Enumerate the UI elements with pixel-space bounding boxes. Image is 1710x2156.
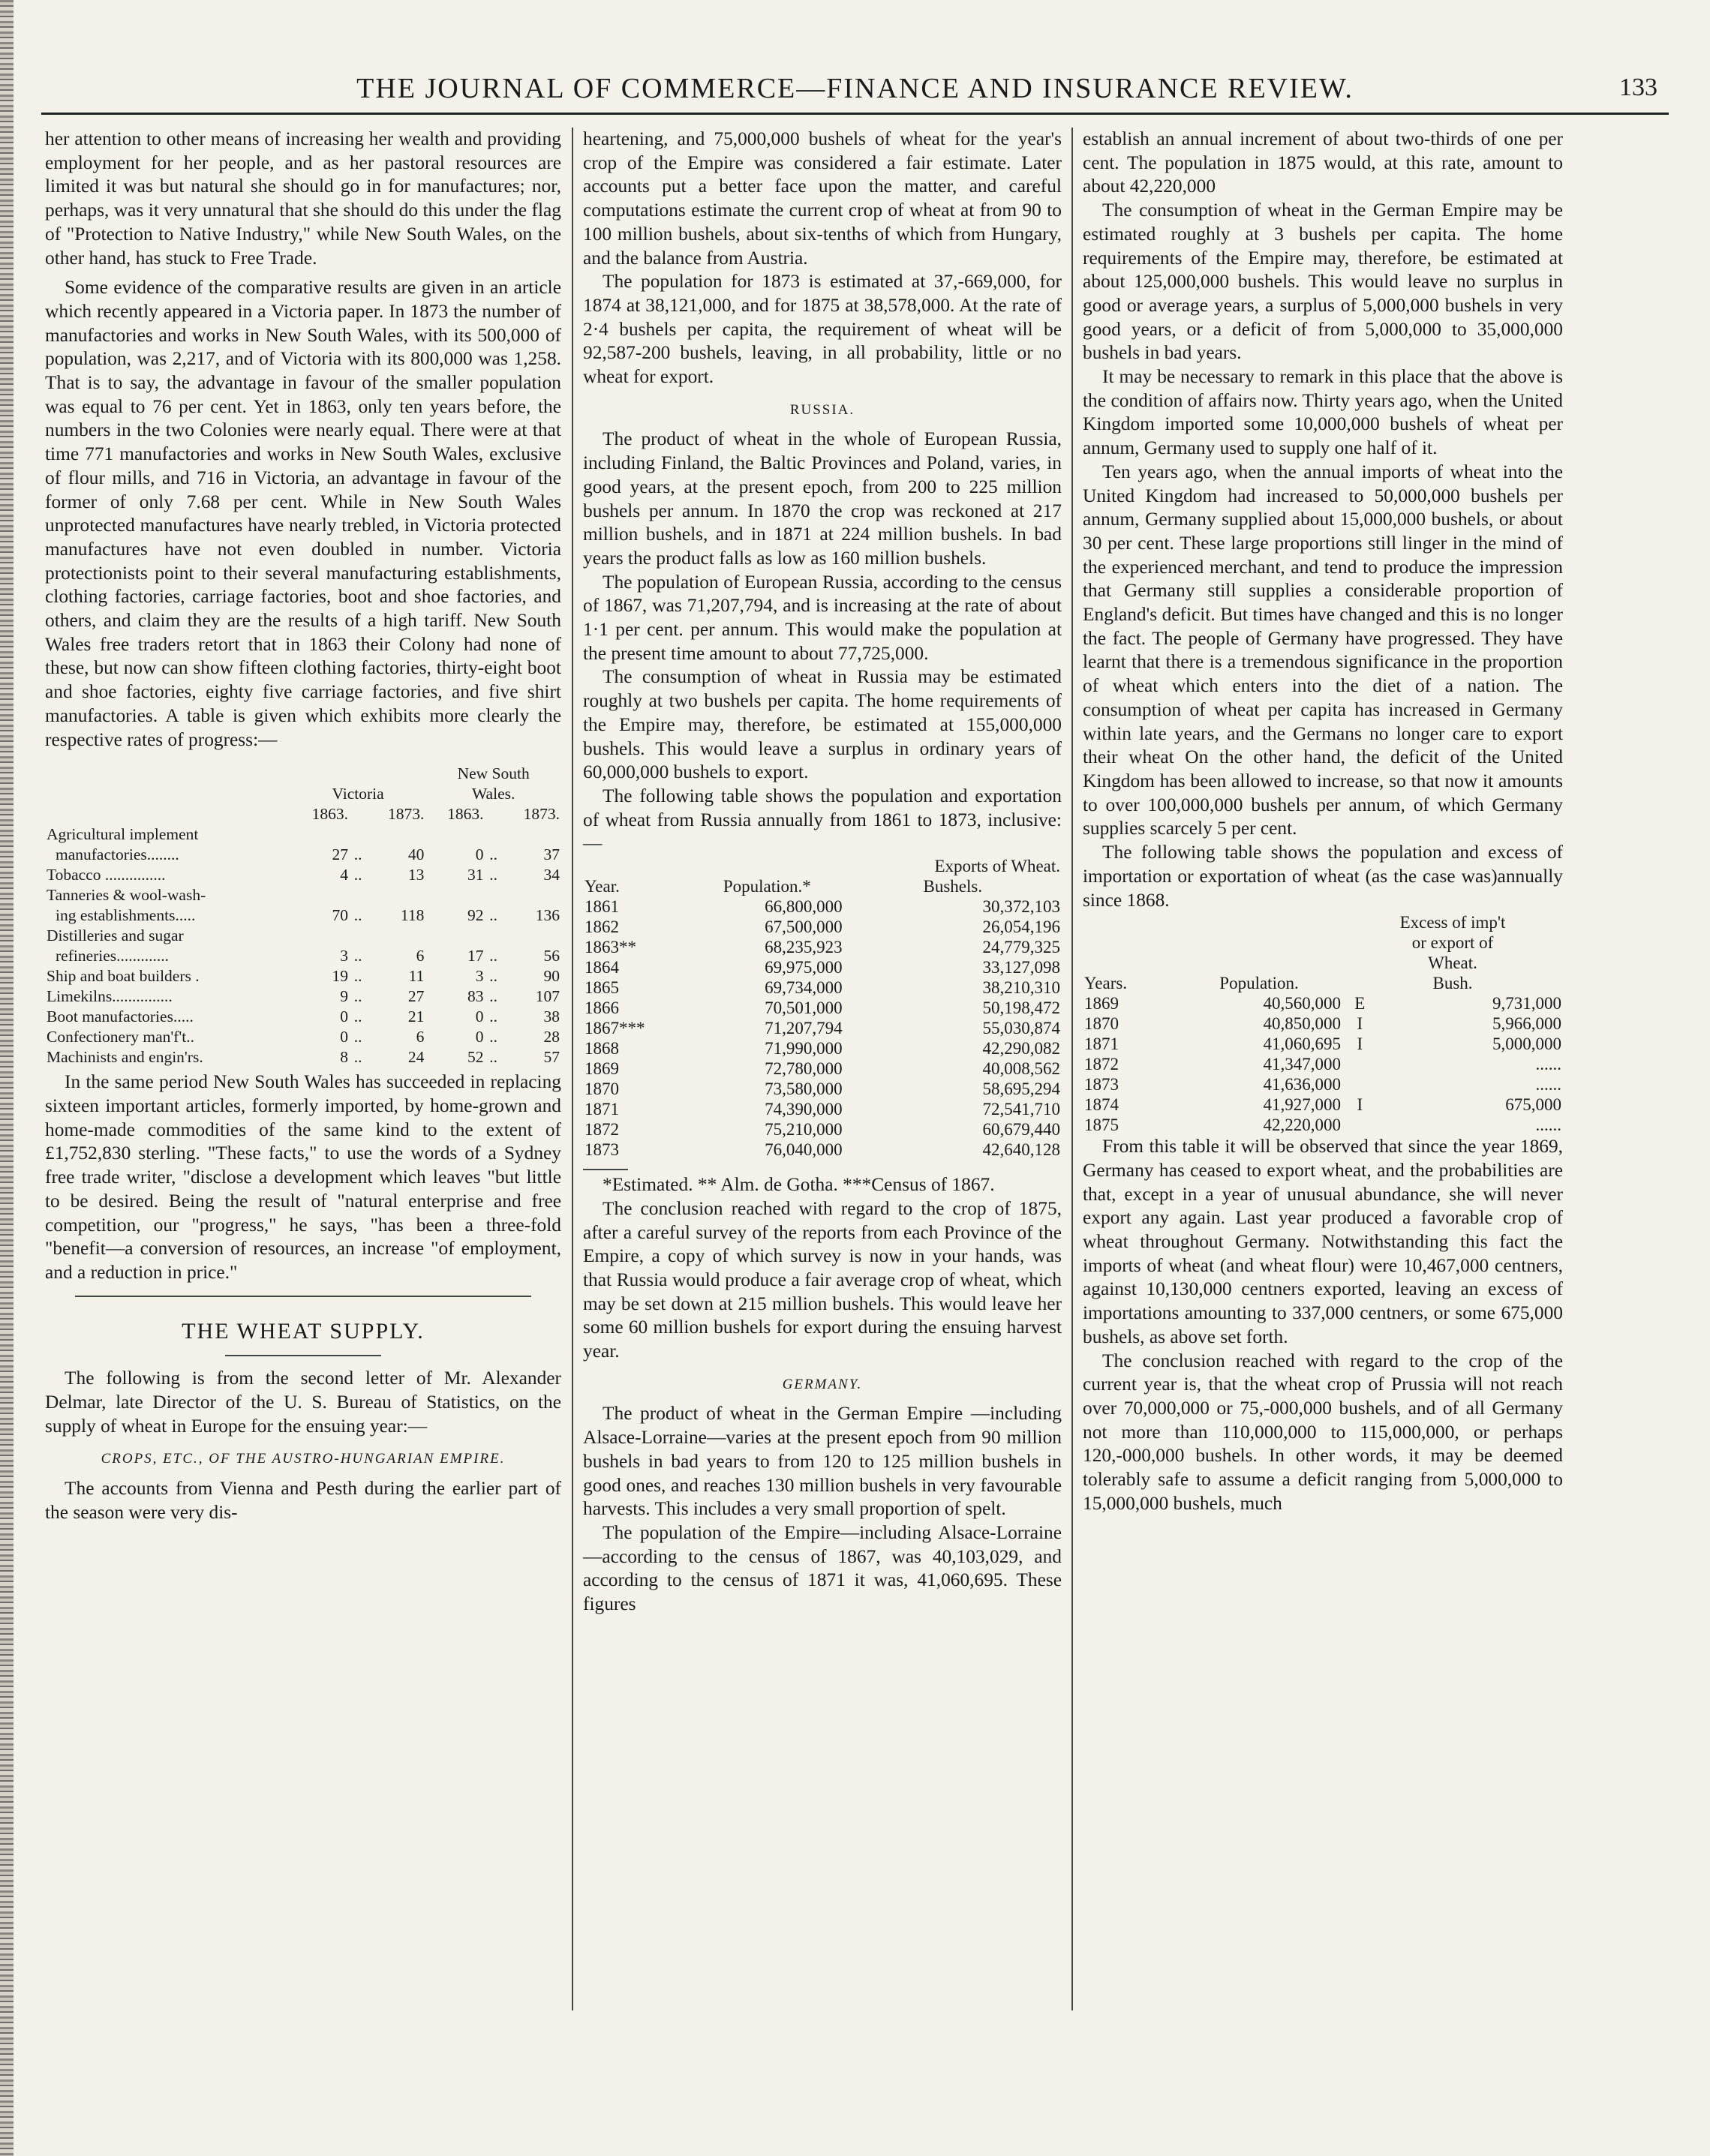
table-row: 1872 75,210,000 60,679,440 <box>585 1120 1060 1140</box>
paragraph: The population of European Russia, according to the census of 1867, was 71,207,794, and is increasing at the rate of about 1·1 per cent. per annum. This would make the population at the present time amount to about 77,725,000. <box>583 571 1062 664</box>
table-row: Tanneries & wool-wash- <box>47 886 206 905</box>
table-head: or export of <box>1411 933 1494 953</box>
paragraph: The conclusion reached with regard to the crop of 1875, after a careful survey of the reports from each Province of the Empire, a copy of which survey is now in your hands, was that Russia would produce a fair average crop of wheat, which may be set down at 215 million bushels. This would leave her some 60 million bushels for export during the ensuing harvest year. <box>583 1197 1062 1362</box>
table-row: 1873 41,636,000 ...... <box>1084 1075 1561 1095</box>
table-row: Confectionery man'f't.. 0 .. 6 0 .. 28 <box>47 1028 560 1046</box>
paragraph: The consumption of wheat in Russia may be estimated roughly at two bushels per capita. The home requirements of the Empire may, therefore, be estimated at 155,000,000 bushels. This would leave a surplus in ordinary years of 60,000,000 bushels to export. <box>583 666 1062 783</box>
table-row: 1862 67,500,000 26,054,196 <box>585 917 1060 937</box>
table-row: 1870 73,580,000 58,695,294 <box>585 1080 1060 1099</box>
subheading: RUSSIA. <box>789 401 855 418</box>
paragraph: The following table shows the population and exportation of wheat from Russia annually from 1861 to 1873, inclusive:— <box>583 785 1062 854</box>
table-row: Limekilns............... 9 .. 27 83 .. 107 <box>47 987 560 1006</box>
table-row: 1866 70,501,000 50,198,472 <box>585 998 1060 1018</box>
table-head: Excess of imp't <box>1399 913 1506 932</box>
paragraph: her attention to other means of increasing her wealth and providing employment for her people, and as her pastoral resources are limited it was but natural she should go in for manufactures; nor, perhaps, was it very unnatural that she should do this under the flag of "Protection to Native Industry," while New South Wales, on the other hand, has stuck to Free Trade. <box>45 128 561 269</box>
table-head: Exports of Wheat. <box>934 857 1060 876</box>
table-row: 1871 41,060,695 I 5,000,000 <box>1084 1034 1561 1054</box>
table-head: Bushels. <box>923 877 983 896</box>
divider <box>75 1296 531 1297</box>
table-head: 1873. <box>387 805 425 824</box>
column-2 <box>583 128 1062 1617</box>
manufactories-table <box>45 764 561 1067</box>
column-rule-2 <box>1071 128 1073 2010</box>
paragraph: Some evidence of the comparative results are given in an article which recently appeared in a Victoria paper. In 1873 the number of manufactories and works in New South Wales, with its 500,000 of population, was 2,217, and of Victoria with its 800,000 was 1,258. That is to say, the advantage in favour of the smaller population was equal to 76 per cent. Yet in 1863, only ten years before, the numbers in the two Colonies were nearly equal. There were at that time 771 manufactories and works in New South Wales, exclusive of flour mills, and 716 in Victoria, an advantage in favour of the former of only 7.68 per cent. While in New South Wales unprotected manufactures have nearly trebled, in Victoria protected manufactures have not even doubled in number. Victoria protectionists point to their several manufacturing establishments, clothing factories, carriage factories, boot and shoe factories, and others, and claim they are the results of a high tariff. New South Wales free traders retort that in 1863 their Colony had none of these, but now can show fifteen clothing factories, thirty-eight boot and shoe factories, eighty five carriage factories, and five shirt manufactories. A table is given which exhibits more clearly the respective rates of progress:— <box>45 277 561 750</box>
column-rule-1 <box>572 128 573 2010</box>
table-row: Distilleries and sugar <box>47 926 184 945</box>
table-row: manufactories........ 27 .. 40 0 .. 37 <box>56 845 560 864</box>
table-row: 1874 41,927,000 I 675,000 <box>1084 1095 1561 1115</box>
section-title: THE WHEAT SUPPLY. <box>182 1318 425 1344</box>
table-row: 1869 72,780,000 40,008,562 <box>585 1059 1060 1079</box>
paragraph: In the same period New South Wales has succeeded in replacing sixteen important articles, formerly imported, by home-grown and home-made commodities of the same kind to the extent of £1,752,830 sterling. "These facts," to use the words of a Sydney free trade writer, "disclose a development which leaves "but little to be desired. Being the result of "natural enterprise and free competition, our "progress," he says, "has been a three-fold "benefit—a conversion of resources, an increase "of employment, and a reduction in price." <box>45 1071 561 1283</box>
table-head: 1873. <box>523 805 560 824</box>
paragraph: The population of the Empire—including Alsace-Lorraine—according to the census of 1867, was 40,103,029, and according to the census of 1871 it was, 41,060,695. These figures <box>583 1521 1062 1615</box>
divider <box>225 1355 381 1356</box>
table-row: 1863** 68,235,923 24,779,325 <box>585 938 1060 957</box>
table-row: 1872 41,347,000 ...... <box>1084 1055 1561 1074</box>
page-number: 133 <box>1619 74 1657 101</box>
paragraph: The population for 1873 is estimated at 37,-669,000, for 1874 at 38,121,000, and for 1875 at 38,578,000. At the rate of 2·4 bushels per capita, the requirement of wheat will be 92,587-200 bushels, leaving, in all probability, little or no wheat for export. <box>583 271 1062 388</box>
table-row: Machinists and engin'rs. 8 .. 24 52 .. 57 <box>47 1048 560 1067</box>
paragraph: The following table shows the population and excess of importation or exportation of wheat (as the case was)annually since 1868. <box>1083 842 1563 911</box>
germany-table <box>1083 912 1563 1135</box>
table-head: Population.* <box>723 877 811 896</box>
table-head: Population. <box>1219 974 1299 993</box>
table-row: 1865 69,734,000 38,210,310 <box>585 978 1060 998</box>
header-rule <box>41 113 1669 115</box>
table-row: 1861 66,800,000 30,372,103 <box>585 897 1060 917</box>
scan-edge <box>0 0 14 2156</box>
paragraph: From this table it will be observed that since the year 1869, Germany has ceased to export wheat, and the probabilities are that, except in a year of unusual abundance, she will never export any again. Last year produced a favorable crop of wheat throughout Germany. Notwithstanding this fact the imports of wheat (and wheat flour) were 10,467,000 centners, against 10,130,000 centners exported, leaving an excess of importations amounting to 337,000 centners, or some 675,000 bushels, as above set forth. <box>1083 1136 1563 1347</box>
subheading: GERMANY. <box>782 1376 863 1392</box>
table-row: 1868 71,990,000 42,290,082 <box>585 1039 1060 1058</box>
paragraph: Ten years ago, when the annual imports of wheat into the United Kingdom had increased to 50,000,000 bushels per annum, Germany supplied about 15,000,000 bushels, or about 30 per cent. These large proportions still linger in the mind of the experienced merchant, and tend to produce the impression that Germany still supplies a considerable proportion of England's deficit. But times have changed and this is no longer the fact. The people of Germany have progressed. They have learnt that there is a tremendous significance in the proportion of wheat which enters into the diet of a nation. The consumption of wheat per capita has increased in Germany within late years, and the Germans no longer care to export their wheat On the other hand, the deficit of the United Kingdom has been allowed to increase, so that now it amounts to over 100,000,000 bushels per annum, of which Germany supplies scarcely 5 per cent. <box>1083 461 1563 839</box>
table-row: 1867*** 71,207,794 55,030,874 <box>585 1019 1060 1038</box>
page-header <box>41 72 1669 117</box>
footnote: *Estimated. ** Alm. de Gotha. ***Census of 1867. <box>603 1174 995 1196</box>
table-row: 1864 69,975,000 33,127,098 <box>585 958 1060 977</box>
table-row: 1871 74,390,000 72,541,710 <box>585 1100 1060 1119</box>
table-head: Victoria <box>332 785 384 803</box>
paragraph: The consumption of wheat in the German Empire may be estimated roughly at 3 bushels per capita. The home requirements of the Empire may, therefore, be estimated at about 125,000,000 bushels. This would leave no surplus in good or average years, a surplus of 5,000,000 bushels in very good years, or a deficit of from 5,000,000 to 35,000,000 bushels in bad years. <box>1083 200 1563 364</box>
column-1 <box>45 128 561 1525</box>
table-head: Bush. <box>1432 974 1473 993</box>
paragraph: heartening, and 75,000,000 bushels of wheat for the year's crop of the Empire was considered a fair estimate. Later accounts put a better face upon the matter, and careful computations estimate the current crop of wheat at from 90 to 100 million bushels, about six-tenths of which from Hungary, and the balance from Austria. <box>583 128 1062 269</box>
table-head: 1863. <box>311 805 348 824</box>
table-head: Years. <box>1084 974 1128 993</box>
table-row: refineries............. 3 .. 6 17 .. 56 <box>56 947 560 965</box>
table-row: 1875 42,220,000 ...... <box>1084 1116 1561 1135</box>
paragraph: The conclusion reached with regard to the crop of the current year is, that the wheat crop of Prussia will not reach over 70,000,000 or 75,-000,000 bushels, and of all Germany not more than 110,000,000 to 115,000,000, or perhaps 120,-000,000 bushels. In other words, it may be deemed tolerably safe to assume a deficit ranging from 5,000,000 to 15,000,000 bushels, much <box>1083 1350 1563 1514</box>
paragraph: The accounts from Vienna and Pesth during the earlier part of the season were very dis- <box>45 1478 561 1523</box>
paragraph: establish an annual increment of about two-thirds of one per cent. The population in 1875 would, at this rate, amount to about 42,220,000 <box>1083 128 1563 197</box>
table-head: 1863. <box>447 805 484 824</box>
journal-title: THE JOURNAL OF COMMERCE—FINANCE AND INSURANCE REVIEW. <box>356 73 1354 104</box>
table-row: Boot manufactories..... 0 .. 21 0 .. 38 <box>47 1007 560 1026</box>
paragraph: The product of wheat in the German Empire —including Alsace-Lorraine—varies at the present epoch from 90 million bushels in bad years to from 120 to 125 million bushels in good ones, and reaches 130 million bushels in very favourable harvests. This includes a very small proportion of spelt. <box>583 1403 1062 1520</box>
paragraph: The product of wheat in the whole of European Russia, including Finland, the Baltic Provinces and Poland, varies, in good years, at the present epoch, from 200 to 225 million bushels per annum. In 1870 the crop was reckoned at 217 million bushels, and in 1871 at 224 million bushels. In bad years the product falls as low as 160 million bushels. <box>583 428 1062 569</box>
table-row: Agricultural implement <box>47 825 199 844</box>
table-head: Wheat. <box>1428 953 1477 973</box>
column-3 <box>1083 128 1563 1515</box>
subheading: CROPS, ETC., OF THE AUSTRO-HUNGARIAN EMPIRE. <box>101 1451 506 1467</box>
paragraph: It may be necessary to remark in this place that the above is the condition of affairs now. Thirty years ago, when the United Kingdom imported some 10,000,000 bushels of wheat per annum, Germany used to supply one half of it. <box>1083 366 1563 459</box>
table-row: Tobacco ............... 4 .. 13 31 .. 34 <box>47 866 560 884</box>
table-head: Wales. <box>471 785 515 803</box>
table-row: 1869 40,560,000 E 9,731,000 <box>1084 994 1561 1013</box>
table-head: Year. <box>585 877 620 896</box>
paragraph: The following is from the second letter of Mr. Alexander Delmar, late Director of the U. S. Bureau of Statistics, on the supply of wheat in Europe for the ensuing year:— <box>45 1368 561 1437</box>
table-head: New South <box>457 764 530 783</box>
table-row: 1870 40,850,000 I 5,966,000 <box>1084 1014 1561 1034</box>
divider <box>583 1169 628 1170</box>
table-row: Ship and boat builders . 19 .. 11 3 .. 90 <box>47 967 560 986</box>
russia-table <box>583 856 1062 1160</box>
table-row: ing establishments..... 70 .. 118 92 .. 136 <box>56 906 560 925</box>
table-row: 1873 76,040,000 42,640,128 <box>585 1140 1060 1160</box>
